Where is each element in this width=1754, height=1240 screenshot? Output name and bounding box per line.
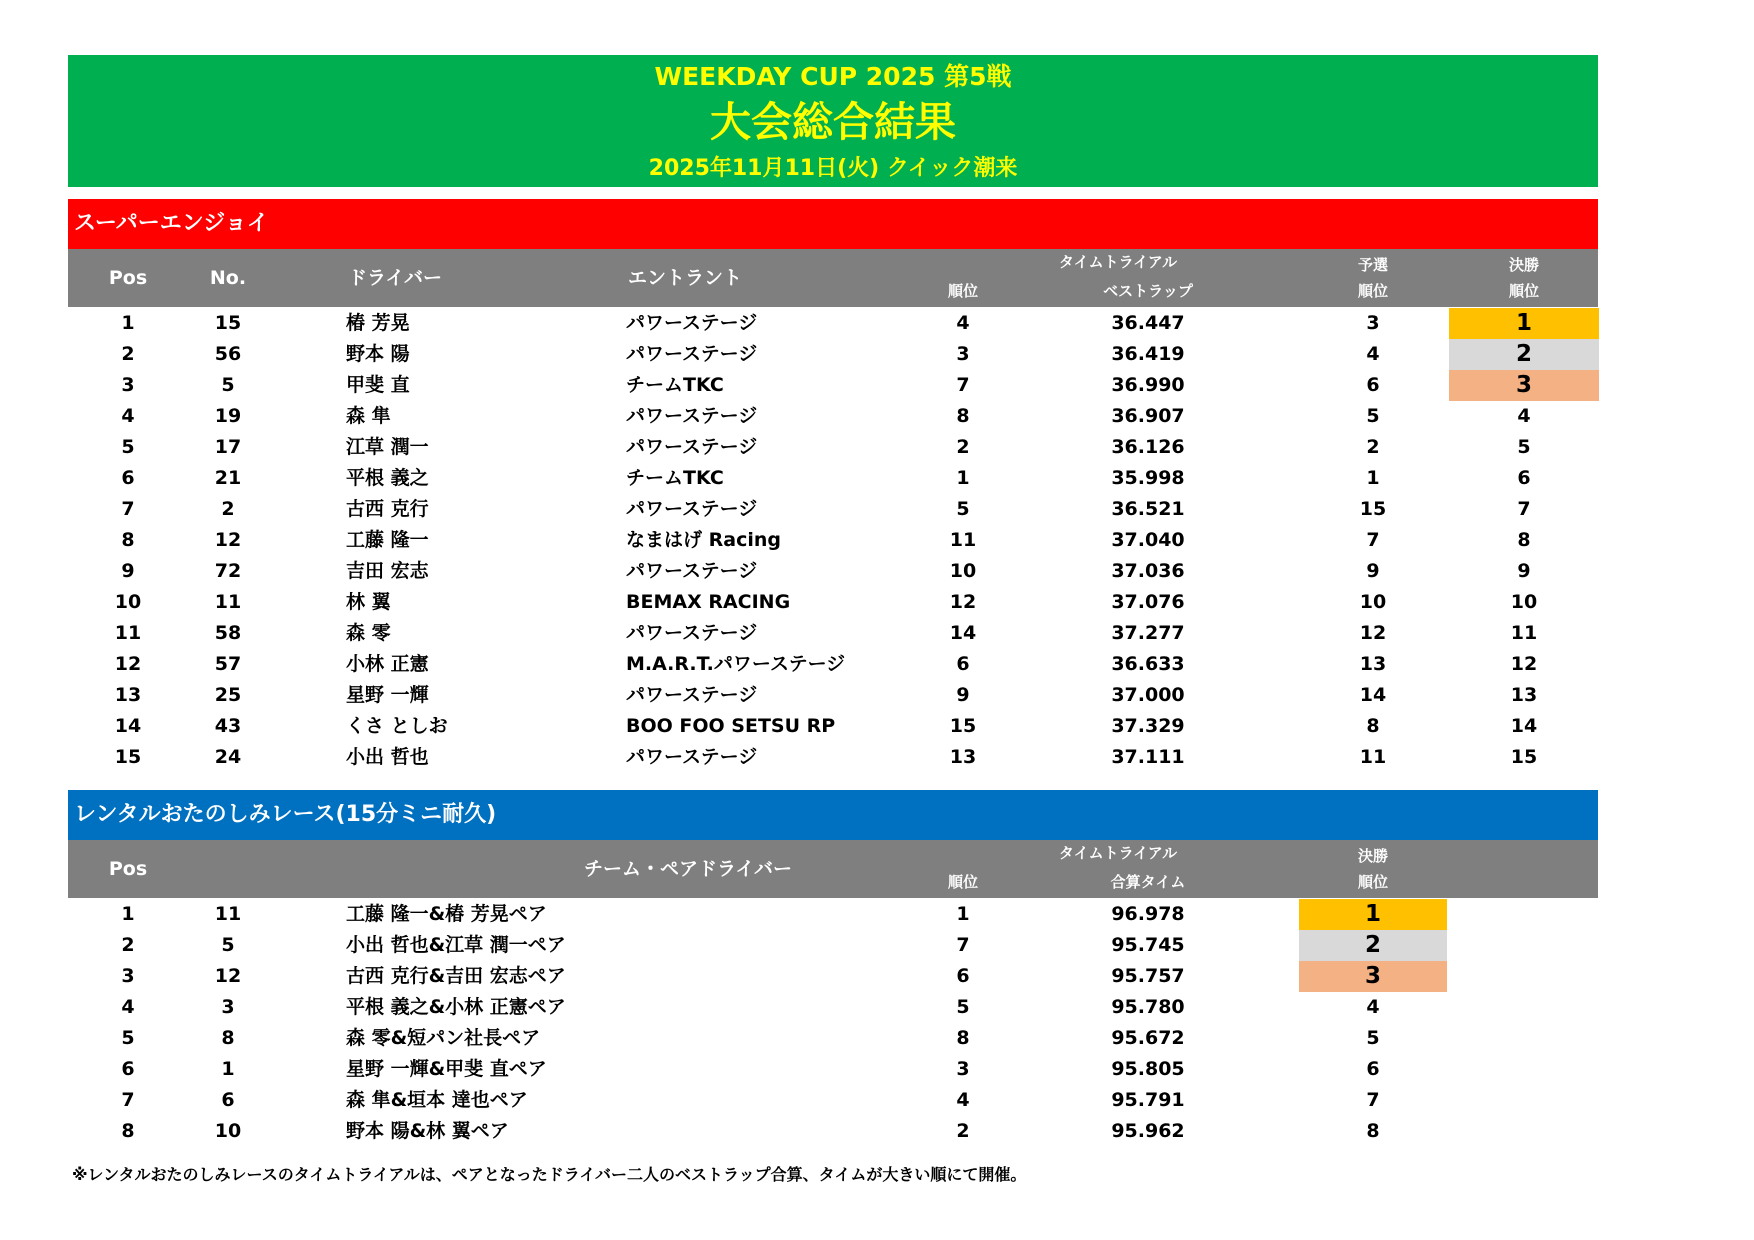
header-pos: Pos (108, 858, 148, 880)
cell-final-rank: 8 (1517, 529, 1531, 551)
cell-pos: 15 (114, 746, 142, 768)
cell-no: 5 (221, 934, 235, 956)
cell-final-rank: 9 (1517, 560, 1531, 582)
header-final: 決勝 (1357, 847, 1388, 865)
cell-tt-rank: 4 (956, 1089, 970, 1111)
cell-tt-rank: 3 (956, 1058, 970, 1080)
cell-driver: 小林 正憲 (346, 653, 429, 675)
cell-no: 19 (214, 405, 242, 427)
table-row (68, 961, 1598, 992)
table-row (68, 711, 1598, 742)
cell-qualifying-rank: 4 (1366, 343, 1380, 365)
cell-qualifying-rank: 8 (1366, 715, 1380, 737)
cell-driver: 星野 一輝 (346, 684, 429, 706)
cell-no: 8 (221, 1027, 235, 1049)
cell-total-time: 95.780 (1111, 996, 1185, 1018)
cell-tt-rank: 10 (949, 560, 977, 582)
cell-tt-rank: 1 (956, 903, 970, 925)
cell-final-rank: 1 (1449, 308, 1599, 339)
event-date-venue: 2025年11月11日(火) クイック潮来 (648, 156, 1018, 181)
cell-pos: 8 (121, 529, 135, 551)
cell-final-rank: 14 (1510, 715, 1538, 737)
header-team: チーム・ペアドライバー (583, 858, 793, 880)
table-row (68, 1085, 1598, 1116)
cell-pos: 8 (121, 1120, 135, 1142)
cell-driver: 吉田 宏志 (346, 560, 429, 582)
cell-tt-rank: 6 (956, 653, 970, 675)
cell-best-lap: 37.000 (1111, 684, 1185, 706)
cell-pos: 2 (121, 934, 135, 956)
cell-driver: 平根 義之 (346, 467, 429, 489)
cell-driver: 野本 陽 (346, 343, 410, 365)
cell-entrant: BEMAX RACING (626, 591, 791, 613)
header-driver: ドライバー (348, 267, 443, 289)
cell-tt-rank: 1 (956, 467, 970, 489)
cell-tt-rank: 7 (956, 934, 970, 956)
cell-pos: 10 (114, 591, 142, 613)
cell-best-lap: 37.329 (1111, 715, 1185, 737)
cell-team: 工藤 隆一&椿 芳晃ペア (346, 903, 547, 925)
cell-best-lap: 36.907 (1111, 405, 1185, 427)
cell-entrant: パワーステージ (626, 436, 758, 458)
cell-no: 21 (214, 467, 242, 489)
cell-team: 森 隼&垣本 達也ペア (346, 1089, 528, 1111)
cell-final-rank: 2 (1449, 339, 1599, 370)
table-row (68, 401, 1598, 432)
footnote: ※レンタルおたのしみレースのタイムトライアルは、ペアとなったドライバー二人のベストラップ合算、タイムが大きい順にて開催。 (72, 1165, 1027, 1184)
header-pos: Pos (108, 267, 148, 289)
cell-tt-rank: 13 (949, 746, 977, 768)
cell-no: 57 (214, 653, 242, 675)
header-final-rank: 順位 (1508, 282, 1539, 300)
page-title: 大会総合結果 (710, 98, 956, 146)
cell-total-time: 96.978 (1111, 903, 1185, 925)
cell-entrant: パワーステージ (626, 343, 758, 365)
cell-pos: 13 (114, 684, 142, 706)
header-total-time: 合算タイム (1110, 873, 1186, 891)
section-title-super-enjoy: スーパーエンジョイ (68, 199, 1598, 249)
cell-tt-rank: 8 (956, 1027, 970, 1049)
cell-pos: 6 (121, 1058, 135, 1080)
cell-best-lap: 37.277 (1111, 622, 1185, 644)
table-row (68, 308, 1598, 339)
cell-entrant: パワーステージ (626, 312, 758, 334)
table-row (68, 556, 1598, 587)
cell-driver: 森 零 (346, 622, 391, 644)
cell-qualifying-rank: 12 (1359, 622, 1387, 644)
cell-entrant: パワーステージ (626, 746, 758, 768)
cell-qualifying-rank: 3 (1366, 312, 1380, 334)
cell-tt-rank: 3 (956, 343, 970, 365)
table-row (68, 618, 1598, 649)
cell-qualifying-rank: 13 (1359, 653, 1387, 675)
cell-qualifying-rank: 15 (1359, 498, 1387, 520)
cell-no: 11 (214, 591, 242, 613)
table-row (68, 742, 1598, 773)
cell-best-lap: 36.126 (1111, 436, 1185, 458)
cell-tt-rank: 6 (956, 965, 970, 987)
cell-pos: 1 (121, 903, 135, 925)
header-time-trial: タイムトライアル (1058, 253, 1178, 271)
cell-qualifying-rank: 2 (1366, 436, 1380, 458)
cell-tt-rank: 8 (956, 405, 970, 427)
cell-qualifying-rank: 1 (1366, 467, 1380, 489)
cell-best-lap: 37.111 (1111, 746, 1185, 768)
table-row (68, 1116, 1598, 1147)
cell-qualifying-rank: 14 (1359, 684, 1387, 706)
header-no: No. (209, 267, 247, 289)
header-entrant: エントラント (628, 267, 743, 289)
cell-tt-rank: 7 (956, 374, 970, 396)
table-header-rental-race (68, 840, 1598, 898)
cell-final-rank: 12 (1510, 653, 1538, 675)
table-row (68, 525, 1598, 556)
cell-pos: 7 (121, 498, 135, 520)
cell-no: 11 (214, 903, 242, 925)
cell-team: 森 零&短パン社長ペア (346, 1027, 541, 1049)
cell-team: 小出 哲也&江草 潤一ペア (346, 934, 566, 956)
cell-final-rank: 3 (1449, 370, 1599, 401)
header-qualifying-rank: 順位 (1357, 282, 1388, 300)
title-banner (68, 55, 1598, 187)
cell-entrant: BOO FOO SETSU RP (626, 715, 836, 737)
cell-best-lap: 36.419 (1111, 343, 1185, 365)
table-row (68, 930, 1598, 961)
cell-driver: 工藤 隆一 (346, 529, 429, 551)
cell-final-rank: 2 (1299, 930, 1447, 961)
table-row (68, 587, 1598, 618)
cell-final-rank: 10 (1510, 591, 1538, 613)
header-final: 決勝 (1508, 256, 1539, 274)
cell-total-time: 95.757 (1111, 965, 1185, 987)
cell-no: 10 (214, 1120, 242, 1142)
cell-tt-rank: 4 (956, 312, 970, 334)
cell-pos: 5 (121, 436, 135, 458)
cell-total-time: 95.962 (1111, 1120, 1185, 1142)
cell-final-rank: 1 (1299, 899, 1447, 930)
cell-entrant: チームTKC (626, 374, 724, 396)
table-row (68, 680, 1598, 711)
cell-final-rank: 8 (1366, 1120, 1380, 1142)
cell-no: 17 (214, 436, 242, 458)
cell-tt-rank: 2 (956, 1120, 970, 1142)
cell-best-lap: 36.990 (1111, 374, 1185, 396)
table-row (68, 463, 1598, 494)
cell-driver: 林 翼 (346, 591, 391, 613)
cell-best-lap: 35.998 (1111, 467, 1185, 489)
header-tt-rank: 順位 (947, 282, 978, 300)
cell-driver: 江草 潤一 (346, 436, 429, 458)
cell-no: 6 (221, 1089, 235, 1111)
table-row (68, 992, 1598, 1023)
cell-final-rank: 6 (1366, 1058, 1380, 1080)
cell-driver: 森 隼 (346, 405, 391, 427)
cell-tt-rank: 15 (949, 715, 977, 737)
cell-pos: 1 (121, 312, 135, 334)
cell-best-lap: 36.521 (1111, 498, 1185, 520)
cell-final-rank: 3 (1299, 961, 1447, 992)
cell-best-lap: 36.633 (1111, 653, 1185, 675)
section-title-rental-race: レンタルおたのしみレース(15分ミニ耐久) (68, 790, 1598, 840)
cell-final-rank: 5 (1517, 436, 1531, 458)
cell-no: 58 (214, 622, 242, 644)
cell-tt-rank: 14 (949, 622, 977, 644)
header-qualifying: 予選 (1357, 256, 1388, 274)
cell-team: 古西 克行&吉田 宏志ペア (346, 965, 566, 987)
cell-total-time: 95.805 (1111, 1058, 1185, 1080)
header-final-rank: 順位 (1357, 873, 1388, 891)
cell-tt-rank: 9 (956, 684, 970, 706)
cell-team: 野本 陽&林 翼ペア (346, 1120, 509, 1142)
cell-entrant: パワーステージ (626, 498, 758, 520)
cell-best-lap: 37.040 (1111, 529, 1185, 551)
cell-final-rank: 7 (1517, 498, 1531, 520)
cell-final-rank: 6 (1517, 467, 1531, 489)
table-row (68, 494, 1598, 525)
cell-no: 24 (214, 746, 242, 768)
cell-entrant: パワーステージ (626, 405, 758, 427)
cell-qualifying-rank: 5 (1366, 405, 1380, 427)
cell-final-rank: 13 (1510, 684, 1538, 706)
cell-pos: 11 (114, 622, 142, 644)
cell-total-time: 95.791 (1111, 1089, 1185, 1111)
cell-tt-rank: 11 (949, 529, 977, 551)
cell-final-rank: 4 (1366, 996, 1380, 1018)
cell-entrant: チームTKC (626, 467, 724, 489)
cell-pos: 9 (121, 560, 135, 582)
cell-driver: くさ としお (346, 715, 448, 737)
cell-no: 25 (214, 684, 242, 706)
table-row (68, 432, 1598, 463)
cell-final-rank: 15 (1510, 746, 1538, 768)
cell-total-time: 95.745 (1111, 934, 1185, 956)
table-header-super-enjoy (68, 249, 1598, 307)
cell-best-lap: 37.036 (1111, 560, 1185, 582)
cell-pos: 2 (121, 343, 135, 365)
cell-pos: 3 (121, 965, 135, 987)
cell-driver: 古西 克行 (346, 498, 429, 520)
cell-team: 星野 一輝&甲斐 直ペア (346, 1058, 547, 1080)
event-name: WEEKDAY CUP 2025 第5戦 (654, 62, 1012, 91)
cell-pos: 4 (121, 996, 135, 1018)
cell-entrant: パワーステージ (626, 560, 758, 582)
cell-qualifying-rank: 11 (1359, 746, 1387, 768)
cell-no: 72 (214, 560, 242, 582)
cell-no: 12 (214, 965, 242, 987)
cell-no: 12 (214, 529, 242, 551)
cell-tt-rank: 2 (956, 436, 970, 458)
cell-entrant: M.A.R.T.パワーステージ (626, 653, 846, 675)
cell-final-rank: 4 (1517, 405, 1531, 427)
cell-total-time: 95.672 (1111, 1027, 1185, 1049)
header-best-lap: ベストラップ (1103, 282, 1193, 300)
cell-best-lap: 37.076 (1111, 591, 1185, 613)
cell-pos: 6 (121, 467, 135, 489)
cell-no: 56 (214, 343, 242, 365)
table-row (68, 370, 1598, 401)
cell-no: 3 (221, 996, 235, 1018)
cell-qualifying-rank: 9 (1366, 560, 1380, 582)
header-time-trial: タイムトライアル (1058, 844, 1178, 862)
cell-tt-rank: 5 (956, 996, 970, 1018)
cell-no: 2 (221, 498, 235, 520)
cell-entrant: パワーステージ (626, 622, 758, 644)
cell-pos: 3 (121, 374, 135, 396)
cell-pos: 5 (121, 1027, 135, 1049)
cell-pos: 14 (114, 715, 142, 737)
table-row (68, 339, 1598, 370)
cell-pos: 7 (121, 1089, 135, 1111)
cell-driver: 甲斐 直 (346, 374, 410, 396)
header-tt-rank: 順位 (947, 873, 978, 891)
cell-qualifying-rank: 10 (1359, 591, 1387, 613)
cell-entrant: パワーステージ (626, 684, 758, 706)
cell-no: 15 (214, 312, 242, 334)
cell-pos: 4 (121, 405, 135, 427)
cell-pos: 12 (114, 653, 142, 675)
table-row (68, 649, 1598, 680)
cell-qualifying-rank: 7 (1366, 529, 1380, 551)
table-row (68, 1023, 1598, 1054)
cell-team: 平根 義之&小林 正憲ペア (346, 996, 566, 1018)
cell-best-lap: 36.447 (1111, 312, 1185, 334)
cell-no: 43 (214, 715, 242, 737)
cell-final-rank: 5 (1366, 1027, 1380, 1049)
cell-no: 1 (221, 1058, 235, 1080)
cell-final-rank: 11 (1510, 622, 1538, 644)
cell-final-rank: 7 (1366, 1089, 1380, 1111)
table-row (68, 1054, 1598, 1085)
cell-no: 5 (221, 374, 235, 396)
table-row (68, 899, 1598, 930)
cell-entrant: なまはげ Racing (626, 529, 781, 551)
cell-driver: 椿 芳晃 (346, 312, 410, 334)
cell-tt-rank: 5 (956, 498, 970, 520)
cell-qualifying-rank: 6 (1366, 374, 1380, 396)
cell-driver: 小出 哲也 (346, 746, 429, 768)
cell-tt-rank: 12 (949, 591, 977, 613)
